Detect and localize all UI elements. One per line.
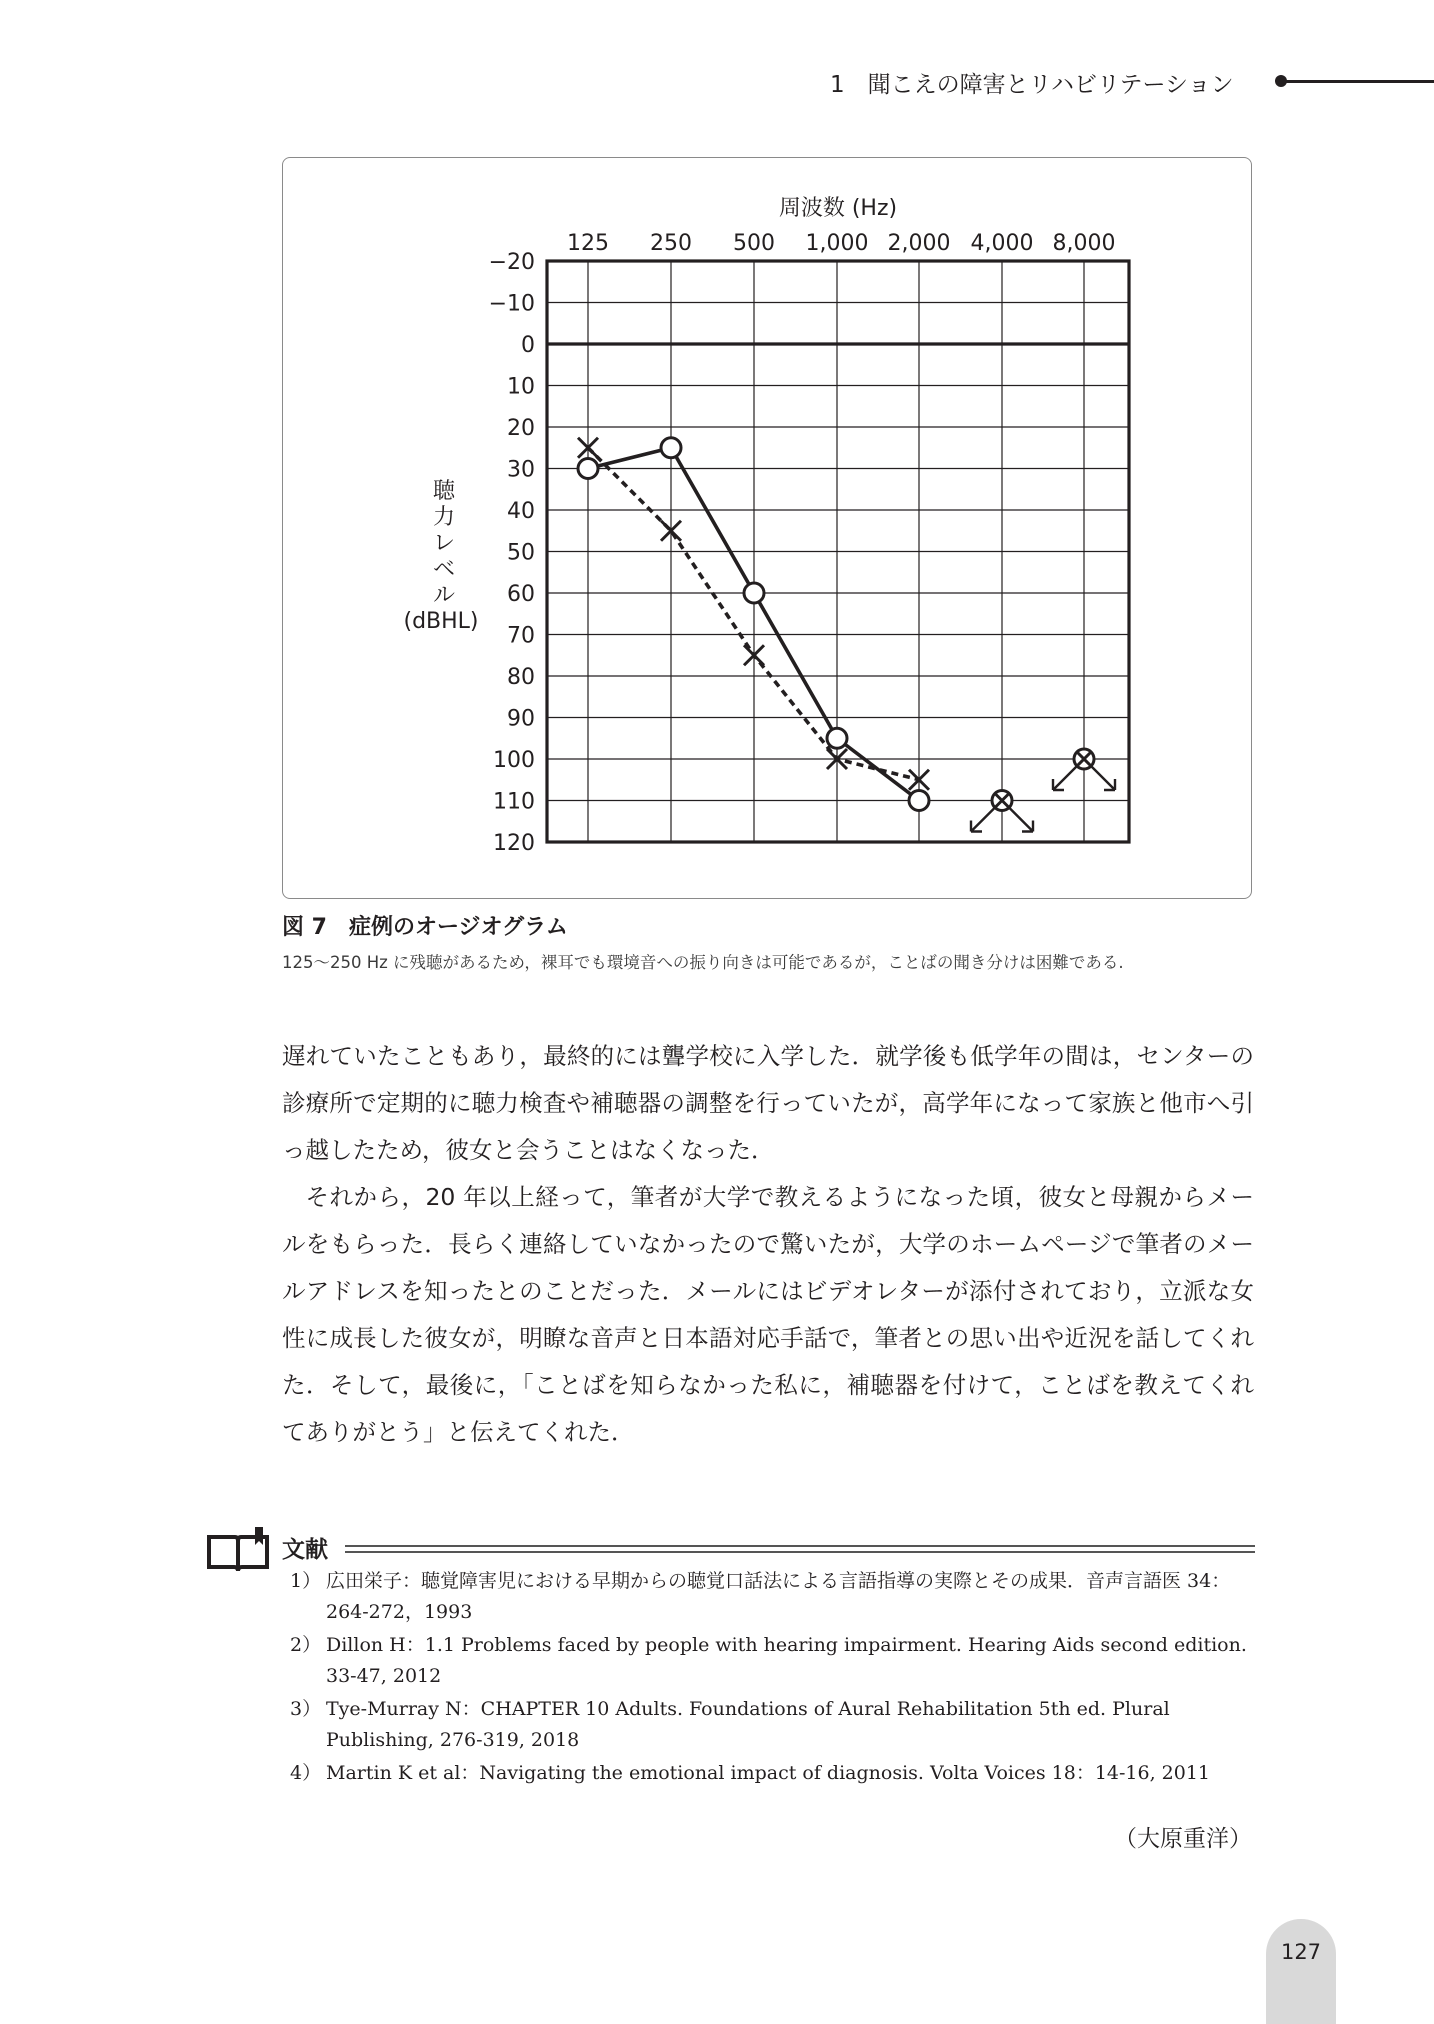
right-ear-circle-mark <box>827 728 847 748</box>
y-tick-label: 40 <box>507 499 535 524</box>
reference-number: 4） <box>290 1762 322 1784</box>
figure-label: 図 7 <box>282 915 327 940</box>
x-tick-label: 4,000 <box>970 231 1034 256</box>
reference-text: Martin K et al：Navigating the emotional impact of diagnosis. Volta Voices 18：14-16, 2011 <box>326 1762 1211 1784</box>
right-ear-circle-mark <box>661 438 681 458</box>
body-text <box>282 1033 1254 1456</box>
y-tick-label: 0 <box>521 333 535 358</box>
y-tick-label: 90 <box>507 706 535 732</box>
y-tick-label: 30 <box>507 457 535 483</box>
reference-item <box>282 1630 1257 1692</box>
y-tick-label: 50 <box>507 540 535 566</box>
y-tick-label: 60 <box>507 582 535 607</box>
x-tick-label: 1,000 <box>805 231 869 256</box>
book-icon <box>205 1525 271 1575</box>
references-list <box>282 1566 1257 1791</box>
scale-out-arrow-right <box>1009 808 1033 832</box>
x-tick-label: 2,000 <box>887 231 951 256</box>
paragraph-1: 遅れていたこともあり，最終的には聾学校に入学した．就学後も低学年の間は，センターの診療所で定期的に聴力検査や補聴器の調整を行っていたが，高学年になって家族と他市へ引っ越したため，彼女と会うことはなくなった． <box>282 1042 1254 1164</box>
figure-title: 症例のオージオグラム <box>348 915 568 940</box>
y-tick-label: −20 <box>488 250 535 275</box>
y-axis-label: 聴 <box>432 479 456 504</box>
page-number: 127 <box>1280 1940 1322 1964</box>
figure-caption-text: 125～250 Hz に残聴があるため，裸耳でも環境音への振り向きは可能であるが，ことばの聞き分けは困難である. <box>282 953 1124 972</box>
y-tick-label: 80 <box>507 665 535 690</box>
header-rule <box>1284 80 1434 83</box>
y-tick-label: 70 <box>507 623 535 649</box>
y-tick-label: 10 <box>507 374 535 400</box>
scale-out-arrow-left <box>1053 766 1077 790</box>
references-rule-top <box>345 1545 1255 1547</box>
paragraph-2: それから，20 年以上経って，筆者が大学で教えるようになった頃，彼女と母親からメールをもらった．長らく連絡していなかったので驚いたが，大学のホームページで筆者のメールアドレスを知ったとのことだった．メールにはビデオレターが添付されており，立派な女性に成長した彼女が，明瞭な音声と日本語対応手話で，筆者との思い出や近況を話してくれた．そして，最後に，「ことばを知らなかった私に，補聴器を付けて，ことばを教えてくれてありがとう」と伝えてくれた． <box>282 1183 1254 1446</box>
references-rule-bottom <box>345 1551 1255 1553</box>
scale-out-arrow-right <box>1091 766 1115 790</box>
scale-out-arrow-left <box>971 808 995 832</box>
audiogram-chart <box>283 158 1253 900</box>
y-axis-label: 力 <box>432 505 456 530</box>
running-header: 1 聞こえの障害とリハビリテーション <box>830 72 1234 98</box>
reference-item <box>282 1758 1257 1789</box>
right-ear-circle-mark <box>744 583 764 603</box>
page-number-tab <box>1266 1919 1336 2024</box>
x-tick-label: 8,000 <box>1052 231 1116 256</box>
x-axis-title: 周波数 (Hz) <box>778 196 898 221</box>
reference-number: 3） <box>290 1698 322 1720</box>
reference-item <box>282 1566 1257 1628</box>
y-axis-label: ベ <box>432 557 456 582</box>
figure-frame <box>282 157 1252 899</box>
reference-text: Dillon H：1.1 Problems faced by people with hearing impairment. Hearing Aids second edition. 33-47, 2012 <box>326 1634 1247 1687</box>
y-axis-label: ル <box>432 583 456 608</box>
x-tick-label: 125 <box>567 231 609 256</box>
x-tick-label: 250 <box>650 231 692 256</box>
right-ear-circle-mark <box>578 459 598 479</box>
references-title: 文献 <box>282 1537 328 1563</box>
right-ear-circle-mark <box>909 791 929 811</box>
y-tick-label: 20 <box>507 416 535 441</box>
figure-caption-title <box>282 910 568 941</box>
y-axis-label: レ <box>432 531 456 556</box>
y-tick-label: 110 <box>493 789 535 815</box>
reference-text: Tye-Murray N：CHAPTER 10 Adults. Foundations of Aural Rehabilitation 5th ed. Plural Publishing, 276-319, 2018 <box>326 1698 1170 1751</box>
y-tick-label: −10 <box>488 291 535 317</box>
author-credit: （大原重洋） <box>1114 1826 1252 1852</box>
x-tick-label: 500 <box>733 231 775 256</box>
y-tick-label: 100 <box>493 748 535 773</box>
reference-number: 1） <box>290 1570 322 1592</box>
reference-text: 広田栄子：聴覚障害児における早期からの聴覚口話法による言語指導の実際とその成果．音声言語医 34：264-272，1993 <box>326 1570 1231 1623</box>
y-axis-label: (dBHL) <box>403 609 479 634</box>
reference-number: 2） <box>290 1634 322 1656</box>
reference-item <box>282 1694 1257 1756</box>
y-tick-label: 120 <box>493 831 535 856</box>
